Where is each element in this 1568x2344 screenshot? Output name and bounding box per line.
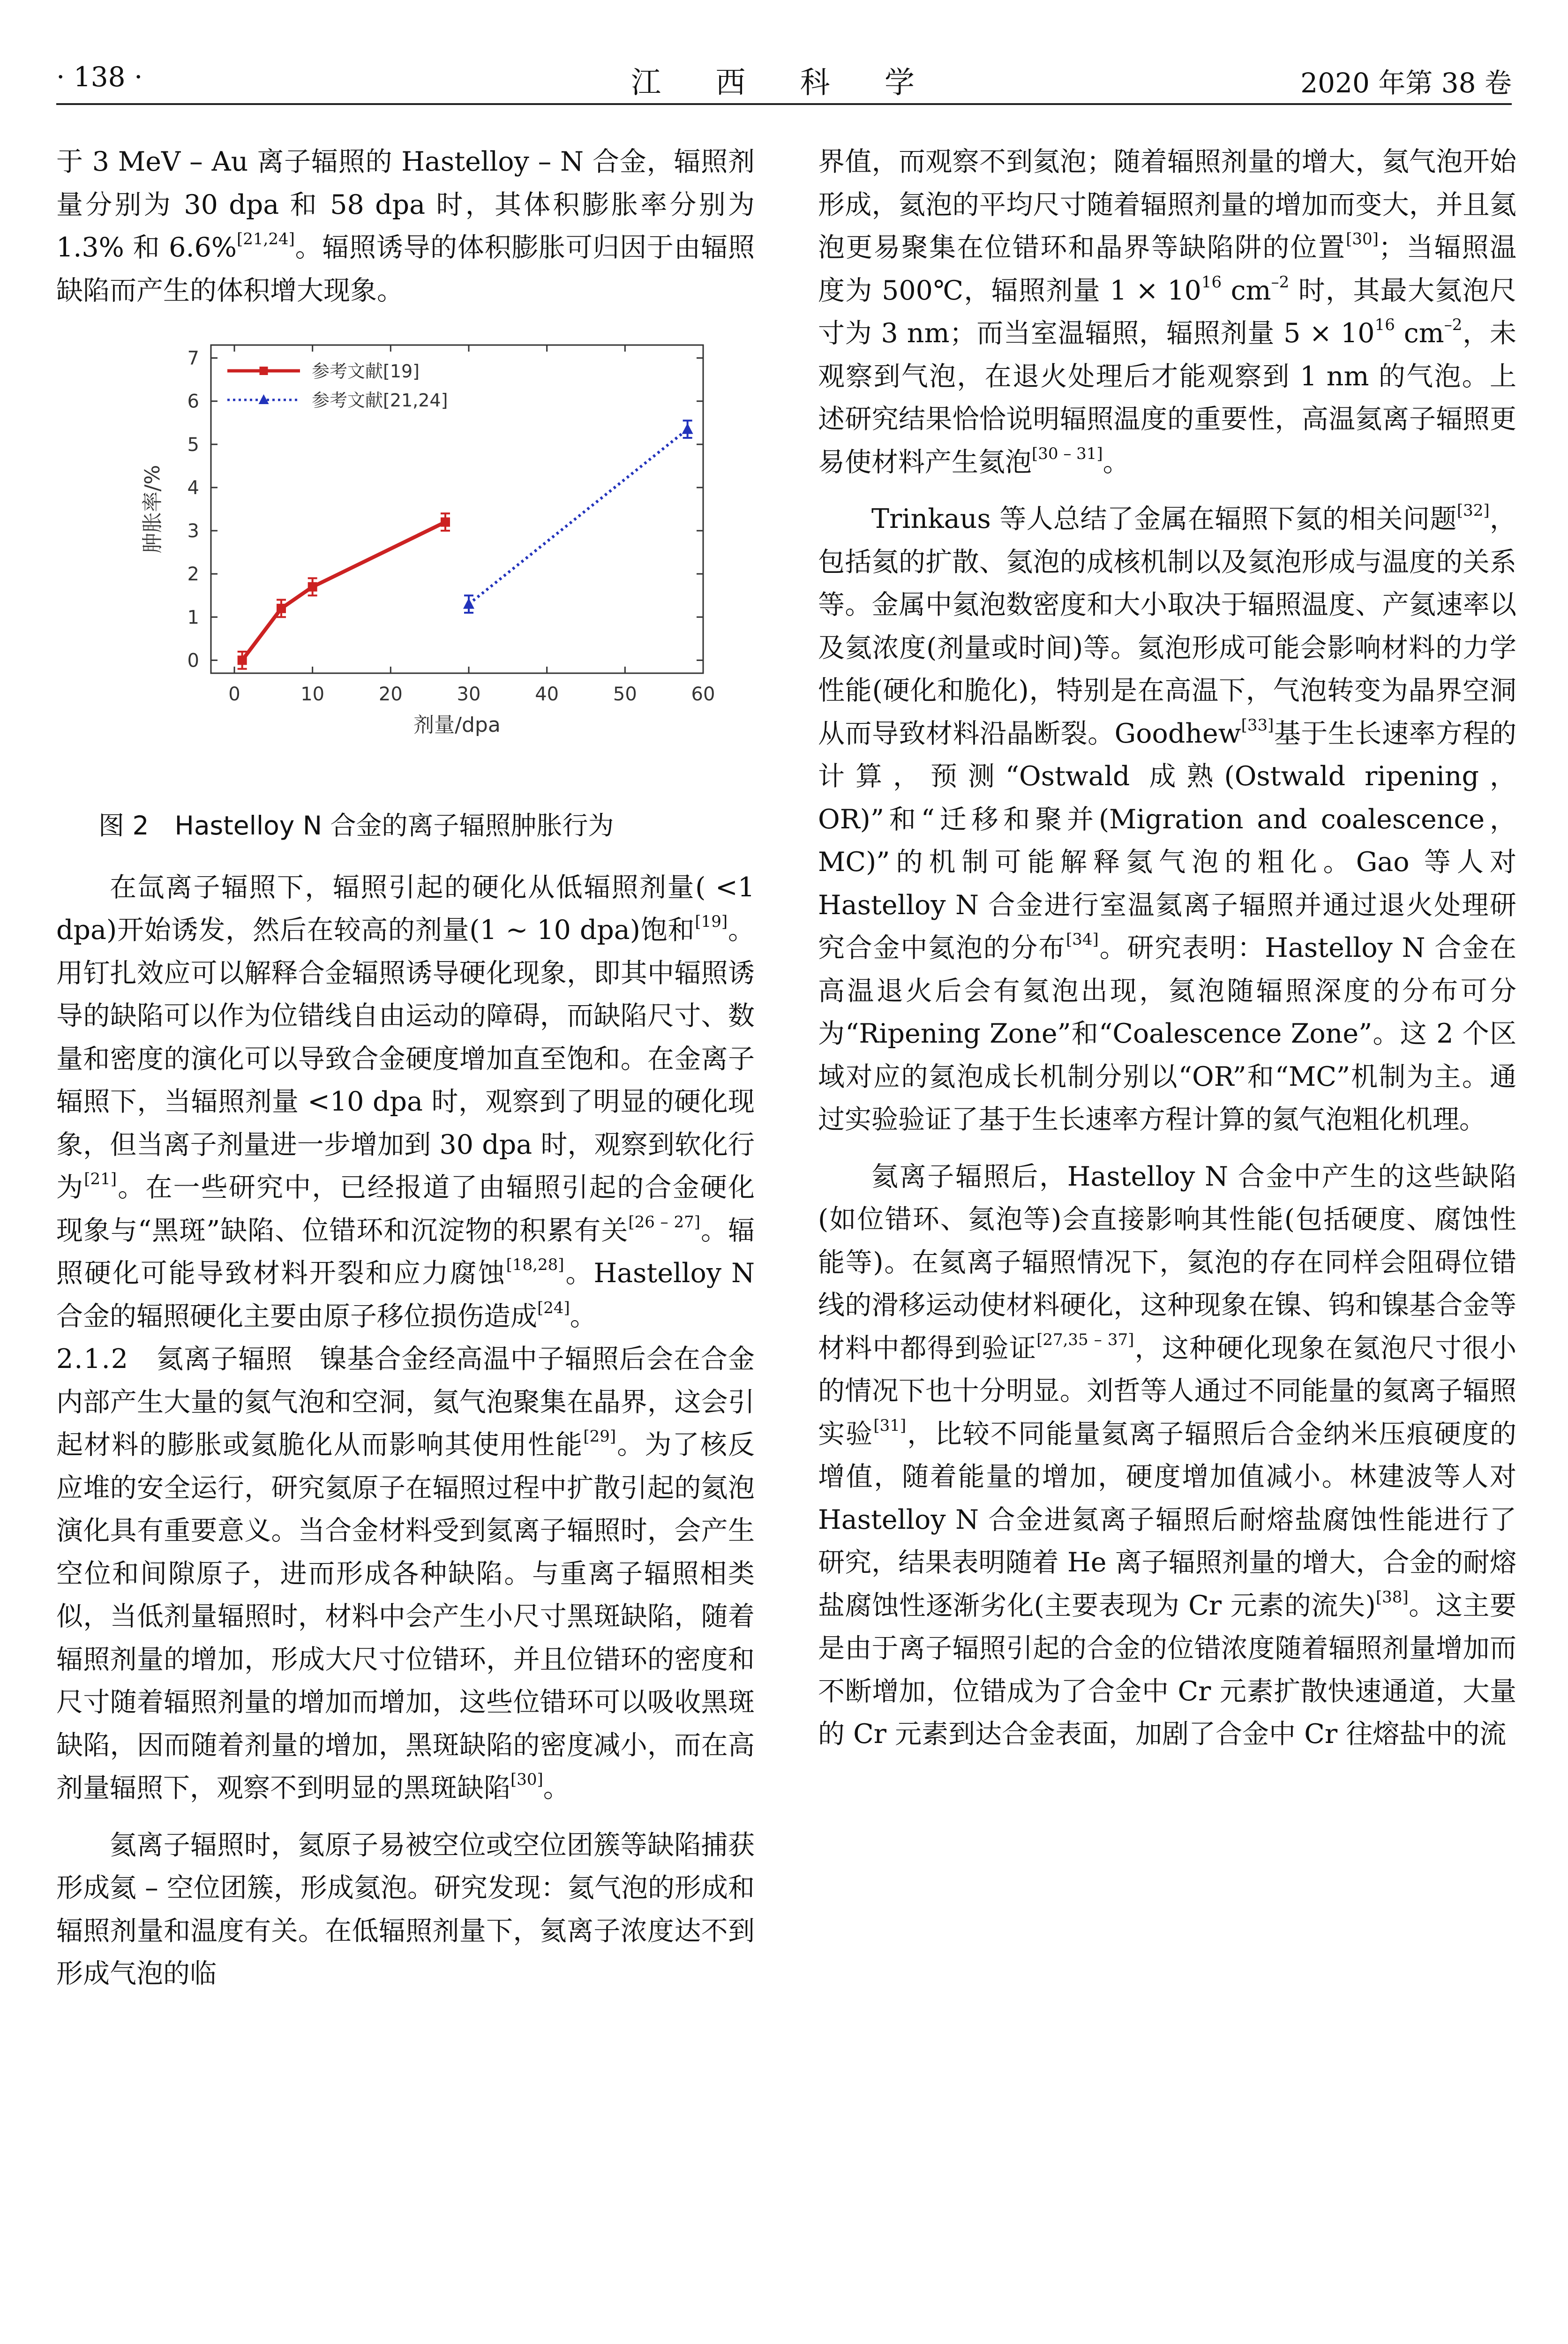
paragraph: 界值，而观察不到氦泡；随着辐照剂量的增大，氦气泡开始形成，氦泡的平均尺寸随着辐照剂量的增加而变大，并且氦泡更易聚集在位错环和晶界等缺陷阱的位置[30]；当辐照温度为 500℃，辐照剂量 $1 \times 10^{16}$ $cm^{-2}$ 时，其最大氦泡尺寸为 3 nm；而当室温辐照，辐照剂量 $5 \times 10^{16}$ $cm^{-2}$，未观察到气泡，在退火处理后才能观察到 1 nm 的气泡。上述研究结果恰恰说明辐照温度的重要性，高温氦离子辐照更易使材料产生氦泡[30 – 31]。 (818, 146, 1517, 478)
x-tick-label: 20 (378, 684, 403, 705)
data-point (682, 423, 693, 434)
y-tick-label: 2 (187, 563, 199, 586)
figure-caption: 图 2 Hastelloy N 合金的离子辐照肿胀行为 (98, 811, 614, 841)
page-header (56, 52, 1512, 105)
x-tick-label: 40 (535, 684, 559, 705)
citation: [31] (873, 1416, 907, 1435)
citation: [30] (510, 1770, 543, 1789)
citation: [19] (695, 912, 728, 931)
y-tick-label: 4 (187, 477, 199, 499)
paragraph: 在氙离子辐照下，辐照引起的硬化从低辐照剂量( <1 dpa)开始诱发，然后在较高的剂量(1 ~ 10 dpa)饱和[19]。用钉扎效应可以解释合金辐照诱导硬化现象，即其中辐照诱导的缺陷可以作为位错线自由运动的障碍，而缺陷尺寸、数量和密度的演化可以导致合金硬度增加直至饱和。在金离子辐照下，当辐照剂量 <10 dpa 时，观察到了明显的硬化现象，但当离子剂量进一步增加到 30 dpa 时，观察到软化行为[21]。在一些研究中，已经报道了由辐照引起的合金硬化现象与“黑斑”缺陷、位错环和沉淀物的积累有关[26 – 27]。辐照硬化可能导致材料开裂和应力腐蚀[18,28]。Hastelloy N 合金的辐照硬化主要由原子移位损伤造成[24]。 (56, 871, 755, 1332)
legend-label: 参考文献[21,24] (312, 390, 448, 411)
citation: [30 – 31] (1032, 444, 1103, 463)
citation: [21] (84, 1170, 117, 1188)
y-tick-label: 6 (187, 391, 199, 413)
exponent: 16 (1374, 316, 1395, 334)
citation: [24] (537, 1298, 570, 1317)
data-point (441, 518, 450, 527)
citation: [26 – 27] (628, 1212, 701, 1232)
data-point (238, 655, 247, 665)
section-number: 2.1.2 (56, 1344, 129, 1375)
x-tick-label: 0 (228, 684, 240, 705)
plot-frame (211, 345, 703, 673)
legend-label: 参考文献[19] (312, 361, 420, 382)
citation: [29] (583, 1427, 616, 1446)
series-line (242, 522, 445, 661)
paragraph: Trinkaus 等人总结了金属在辐照下氦的相关问题[32]，包括氦的扩散、氦泡的成核机制以及氦泡形成与温度的关系等。金属中氦泡数密度和大小取决于辐照温度、产氦速率以及氦浓度(剂量或时间)等。氦泡形成可能会影响材料的力学性能(硬化和脆化)，特别是在高温下，气泡转变为晶界空洞从而导致材料沿晶断裂。Goodhew[33]基于生长速率方程的计算，预测“Ostwald 成熟(Ostwald ripening，OR)”和“迁移和聚并(Migration and coalescence，MC)”的机制可能解释氦气泡的粗化。Gao 等人对 Hastelloy N 合金进行室温氦离子辐照并通过退火处理研究合金中氦泡的分布[34]。研究表明：Hastelloy N 合金在高温退火后会有氦泡出现，氦泡随辐照深度的分布可分为“Ripening Zone”和“Coalescence Zone”。这 2 个区域对应的氦泡成长机制分别以“OR”和“MC”机制为主。通过实验验证了基于生长速率方程计算的氦气泡粗化机理。 (818, 501, 1517, 1135)
right-column (818, 141, 1516, 1756)
citation: [33] (1241, 715, 1274, 735)
x-tick-label: 30 (457, 684, 481, 705)
section-title: 氦离子辐照 (157, 1344, 293, 1375)
x-tick-label: 60 (691, 684, 715, 705)
page-number: · 138 · (56, 61, 143, 93)
data-point (277, 604, 286, 613)
citation: [21,24] (237, 230, 295, 248)
series-line (469, 429, 688, 604)
x-tick-label: 50 (613, 684, 637, 705)
swelling-chart (56, 331, 755, 790)
paragraph: 于 3 MeV – Au 离子辐照的 Hastelloy – N 合金，辐照剂量分别为 30 dpa 和 58 dpa 时，其体积膨胀率分别为 1.3% 和 6.6%[21,24]。辐照诱导的体积膨胀可归因于由辐照缺陷而产生的体积增大现象。 (56, 146, 755, 306)
figure-swelling-chart (56, 331, 755, 790)
exponent: –2 (1444, 316, 1463, 334)
citation: [27,35 – 37] (1036, 1330, 1134, 1349)
exponent: –2 (1271, 272, 1290, 292)
journal-title: 江 西 科 学 (630, 66, 938, 100)
paragraph: 氦离子辐照时，氦原子易被空位或空位团簇等缺陷捕获形成氦 – 空位团簇，形成氦泡。研究发现：氦气泡的形成和辐照剂量和温度有关。在低辐照剂量下，氦离子浓度达不到形成气泡的临 (56, 1829, 755, 1989)
x-axis-label: 剂量/dpa (413, 713, 501, 737)
citation: [34] (1066, 930, 1099, 949)
citation: [18,28] (506, 1255, 564, 1274)
citation: [38] (1375, 1587, 1409, 1607)
issue-info: 2020 年第 38 卷 (1300, 67, 1512, 99)
legend-marker (260, 367, 268, 375)
y-tick-label: 7 (187, 347, 199, 369)
citation: [32] (1456, 501, 1490, 520)
y-axis-label: 肿胀率/% (141, 465, 165, 554)
exponent: 16 (1201, 272, 1222, 292)
y-tick-label: 0 (187, 650, 199, 672)
left-column (56, 141, 755, 1996)
citation: [30] (1346, 230, 1379, 248)
y-tick-label: 5 (187, 434, 199, 456)
x-tick-label: 10 (300, 684, 325, 705)
y-tick-label: 3 (187, 520, 199, 542)
paragraph: 氦离子辐照后，Hastelloy N 合金中产生的这些缺陷(如位错环、氦泡等)会直接影响其性能(包括硬度、腐蚀性能等)。在氦离子辐照情况下，氦泡的存在同样会阻碍位错线的滑移运动使材料硬化，这种现象在镍、钨和镍基合金等材料中都得到验证[27,35 – 37]，这种硬化现象在氦泡尺寸很小的情况下也十分明显。刘哲等人通过不同能量的氦离子辐照实验[31]，比较不同能量氦离子辐照后合金纳米压痕硬度的增值，随着能量的增加，硬度增加值减小。林建波等人对 Hastelloy N 合金进氦离子辐照后耐熔盐腐蚀性能进行了研究，结果表明随着 He 离子辐照剂量的增大，合金的耐熔盐腐蚀性逐渐劣化(主要表现为 Cr 元素的流失)[38]。这主要是由于离子辐照引起的合金的位错浓度随着辐照剂量增加而不断增加，位错成为了合金中 Cr 元素扩散快速通道，大量的 Cr 元素到达合金表面，加剧了合金中 Cr 往熔盐中的流 (818, 1161, 1517, 1750)
y-tick-label: 1 (187, 607, 199, 629)
section-paragraph: 2.1.2 氦离子辐照 镍基合金经高温中子辐照后会在合金内部产生大量的氦气泡和空洞，氦气泡聚集在晶界，这会引起材料的膨胀或氦脆化从而影响其使用性能[29]。为了核反应堆的安全运行，研究氦原子在辐照过程中扩散引起的氦泡演化具有重要意义。当合金材料受到氦离子辐照时，会产生空位和间隙原子，进而形成各种缺陷。与重离子辐照相类似，当低剂量辐照时，材料中会产生小尺寸黑斑缺陷，随着辐照剂量的增加，形成大尺寸位错环，并且位错环的密度和尺寸随着辐照剂量的增加而增加，这些位错环可以吸收黑斑缺陷，因而随着剂量的增加，黑斑缺陷的密度减小，而在高剂量辐照下，观察不到明显的黑斑缺陷[30]。 (56, 1344, 755, 1803)
data-point (308, 582, 317, 592)
